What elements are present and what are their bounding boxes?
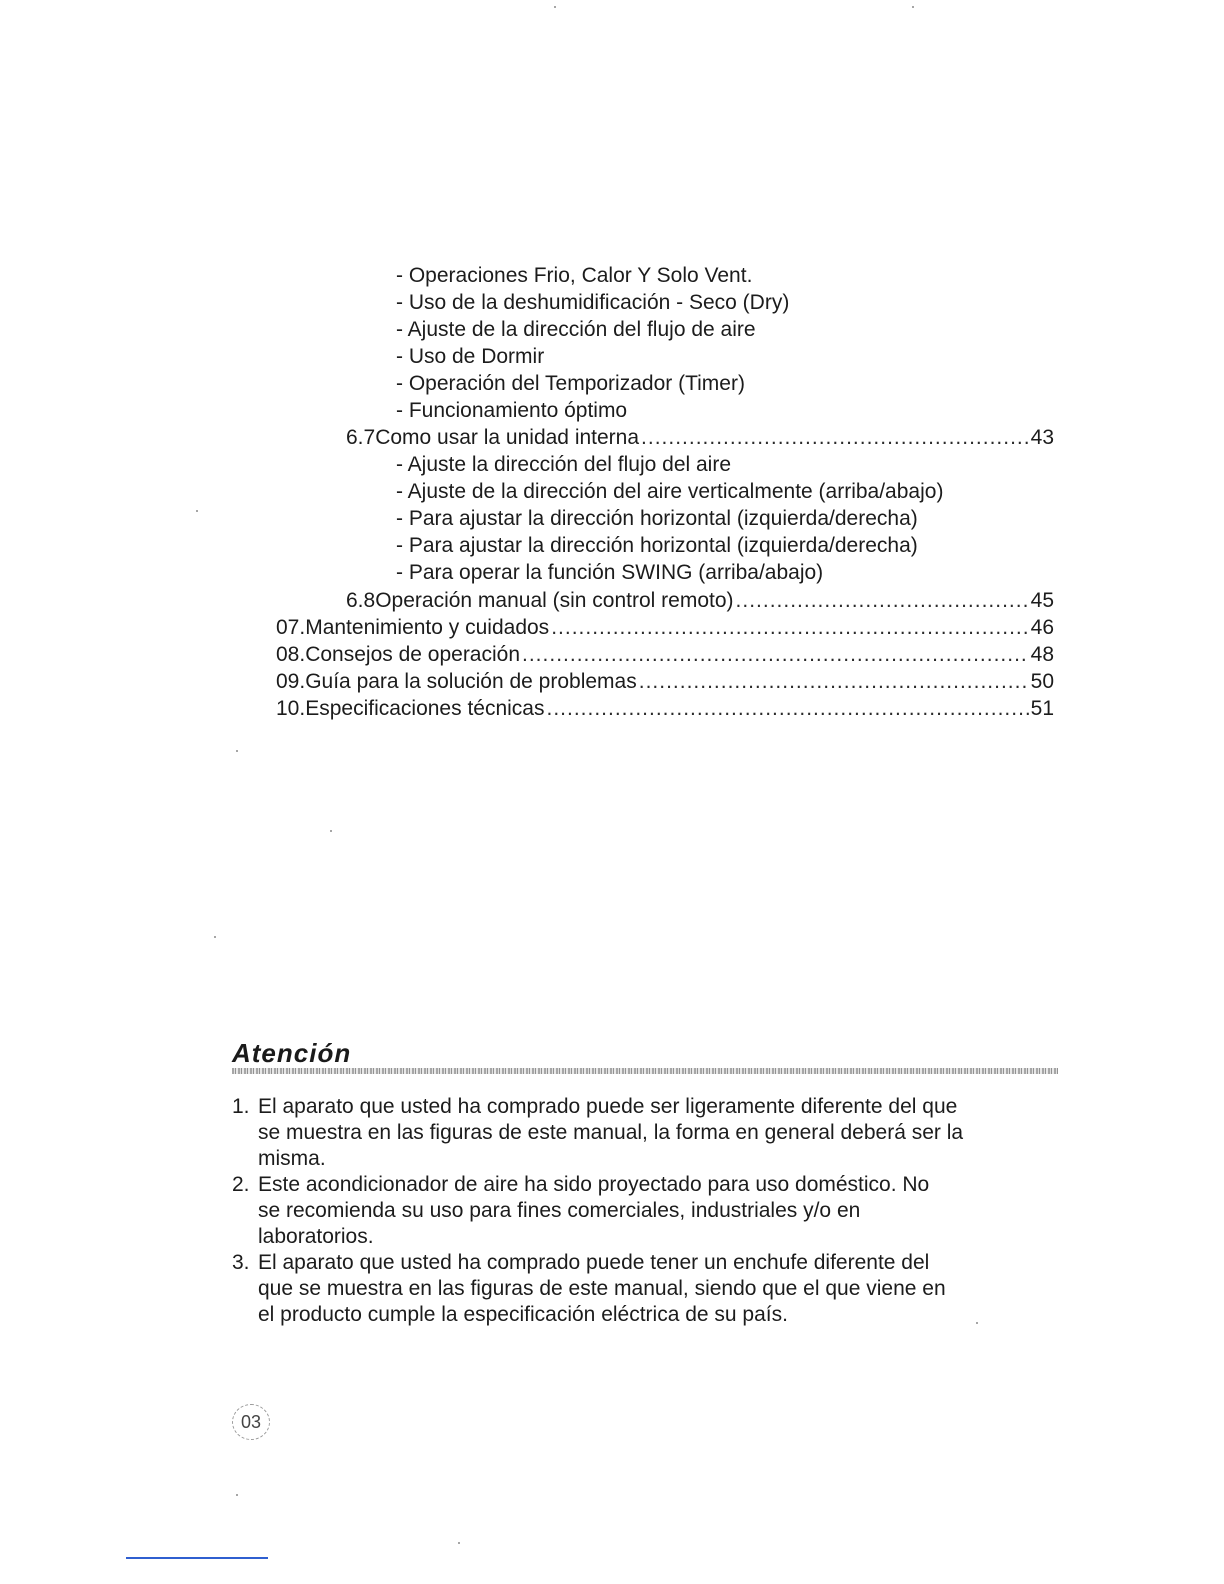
attention-divider [232, 1068, 1058, 1074]
note-line: El aparato que usted ha comprado puede ser ligeramente diferente del que [258, 1095, 958, 1118]
toc-entry-title: Mantenimiento y cuidados [305, 616, 550, 639]
toc-entry-title: Guía para la solución de problemas [305, 670, 637, 693]
scan-speck [214, 936, 216, 938]
toc-entry-title: Operación manual (sin control remoto) [375, 589, 734, 612]
scan-speck [330, 830, 332, 832]
toc-subitem: - Para ajustar la dirección horizontal (izquierda/derecha) [396, 507, 918, 530]
note-line: se muestra en las figuras de este manual, la forma en general deberá ser la [258, 1121, 964, 1144]
toc-chapter-07 [276, 614, 1054, 641]
toc-entry-6-8 [346, 587, 1054, 614]
toc-entry-number: 07. [276, 616, 306, 639]
toc-entry-number: 6.7 [346, 426, 376, 449]
note-number: 3. [232, 1251, 250, 1274]
note-line: laboratorios. [258, 1225, 374, 1248]
toc-entry-title: Como usar la unidad interna [375, 426, 640, 449]
scan-speck [976, 1322, 978, 1324]
toc-subitem: - Uso de Dormir [396, 345, 545, 368]
toc-entry-6-7 [346, 424, 1054, 451]
attention-notes [232, 1094, 1032, 1328]
toc-subitem: - Operación del Temporizador (Timer) [396, 372, 745, 395]
toc-subitem: - Uso de la deshumidificación - Seco (Dry) [396, 291, 790, 314]
toc-leader-dots [522, 641, 1029, 668]
scan-speck [196, 510, 198, 512]
toc-chapter-10 [276, 695, 1054, 722]
scan-speck [236, 750, 238, 752]
note-line: Este acondicionador de aire ha sido proyectado para uso doméstico. No [258, 1173, 930, 1196]
scan-edge-mark [126, 1557, 268, 1559]
attention-note [232, 1250, 1032, 1328]
toc-leader-dots [547, 695, 1029, 722]
toc-subitem: - Para operar la función SWING (arriba/abajo) [396, 561, 824, 584]
toc-subitem: - Para ajustar la dirección horizontal (izquierda/derecha) [396, 534, 918, 557]
note-number: 1. [232, 1095, 250, 1118]
toc-entry-page: 48 [1030, 643, 1054, 666]
toc-entry-number: 08. [276, 643, 306, 666]
scan-speck [236, 1494, 238, 1496]
note-line: el producto cumple la especificación eléctrica de su país. [258, 1303, 788, 1326]
note-number: 2. [232, 1173, 250, 1196]
note-line: El aparato que usted ha comprado puede tener un enchufe diferente del [258, 1251, 930, 1274]
toc-chapter-09 [276, 668, 1054, 695]
attention-note [232, 1172, 1032, 1250]
toc-entry-page: 46 [1030, 616, 1054, 639]
toc-entry-page: 50 [1030, 670, 1054, 693]
toc-entry-number: 10. [276, 697, 306, 720]
toc-subitem: - Ajuste la dirección del flujo del aire [396, 453, 732, 476]
toc-subitem: - Operaciones Frio, Calor Y Solo Vent. [396, 264, 753, 287]
toc-subitem: - Ajuste de la dirección del flujo de aire [396, 318, 756, 341]
attention-heading: Atención [232, 1038, 352, 1068]
scan-speck [912, 6, 914, 8]
scan-speck [554, 6, 556, 8]
toc-entry-page: 45 [1030, 589, 1054, 612]
toc-entry-page: 51 [1030, 697, 1054, 720]
toc-chapter-08 [276, 641, 1054, 668]
toc-entry-title: Especificaciones técnicas [305, 697, 545, 720]
toc-entry-number: 09. [276, 670, 306, 693]
note-line: que se muestra en las figuras de este manual, siendo que el que viene en [258, 1277, 946, 1300]
toc-subitem: - Funcionamiento óptimo [396, 399, 628, 422]
toc-leader-dots [639, 668, 1029, 695]
scan-speck [458, 1542, 460, 1544]
page-number-badge: 03 [232, 1404, 270, 1440]
note-line: se recomienda su uso para fines comerciales, industriales y/o en [258, 1199, 861, 1222]
toc-leader-dots [551, 614, 1028, 641]
toc-leader-dots [736, 587, 1029, 614]
toc-leader-dots [641, 424, 1029, 451]
note-line: misma. [258, 1147, 326, 1170]
attention-note [232, 1094, 1032, 1172]
toc-subitem: - Ajuste de la dirección del aire verticalmente (arriba/abajo) [396, 480, 944, 503]
toc-entry-page: 43 [1030, 426, 1054, 449]
toc-entry-title: Consejos de operación [305, 643, 521, 666]
toc-entry-number: 6.8 [346, 589, 376, 612]
